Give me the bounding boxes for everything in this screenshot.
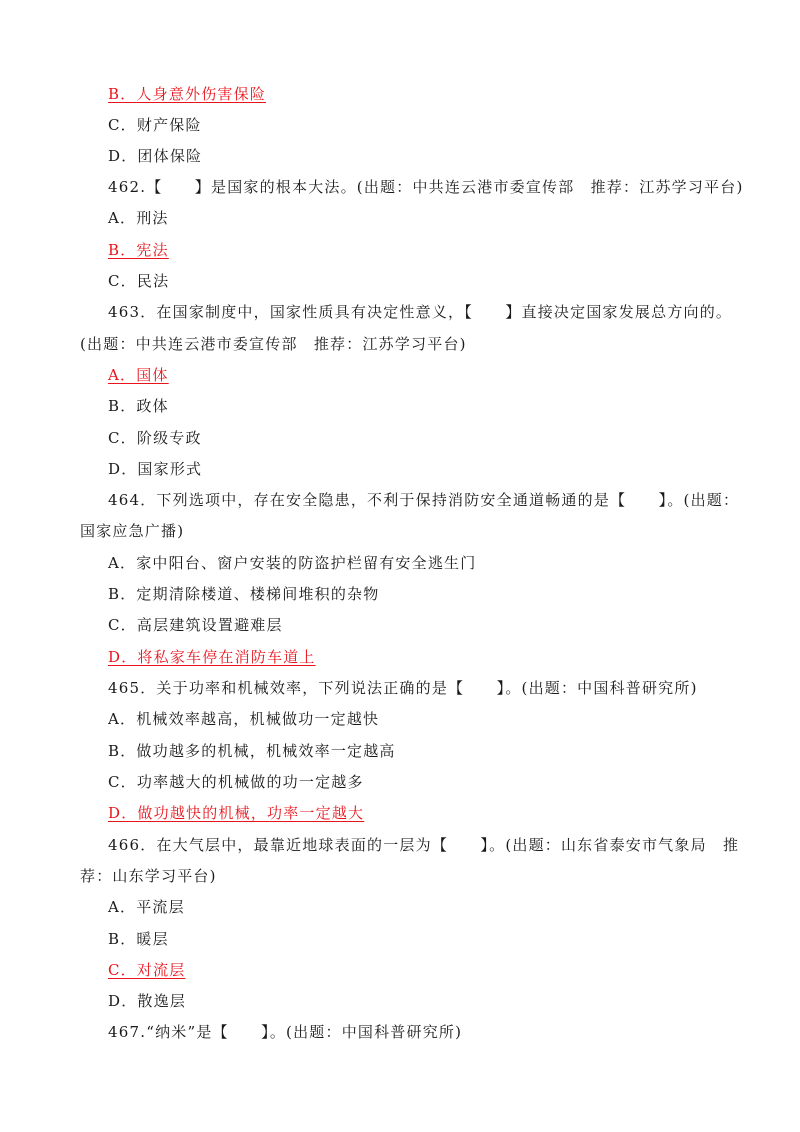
question-line: 国家应急广播) [80,522,185,540]
question-line: 荐：山东学习平台) [80,867,217,885]
option-line: C．阶级专政 [108,429,202,447]
option-line: A．刑法 [108,209,169,227]
option-line: B．做功越多的机械，机械效率一定越高 [108,742,396,760]
question-line: 466．在大气层中，最靠近地球表面的一层为【 】。(出题：山东省泰安市气象局 推 [108,836,740,854]
question-line: 463．在国家制度中，国家性质具有决定性意义，【 】直接决定国家发展总方向的。 [108,303,733,321]
question-line: 465．关于功率和机械效率，下列说法正确的是【 】。(出题：中国科普研究所) [108,679,698,697]
question-line: 467.“纳米”是【 】。(出题：中国科普研究所) [108,1023,463,1041]
option-line: D．国家形式 [108,460,203,478]
option-line: C．高层建筑设置避难层 [108,616,283,634]
question-line: 464．下列选项中，存在安全隐患，不利于保持消防安全通道畅通的是【 】。(出题： [108,491,740,509]
question-line: (出题：中共连云港市委宣传部 推荐：江苏学习平台) [80,335,467,353]
answer-line: D．做功越快的机械，功率一定越大 [108,804,365,822]
answer-line: D．将私家车停在消防车道上 [108,648,316,666]
option-line: A．家中阳台、窗户安装的防盗护栏留有安全逃生门 [108,554,477,572]
option-line: B．定期清除楼道、楼梯间堆积的杂物 [108,585,380,603]
answer-line: C．对流层 [108,961,186,979]
option-line: D．团体保险 [108,147,203,165]
question-line: 462.【 】是国家的根本大法。(出题：中共连云港市委宣传部 推荐：江苏学习平台) [108,178,744,196]
option-line: C．功率越大的机械做的功一定越多 [108,773,364,791]
option-line: A．机械效率越高，机械做功一定越快 [108,710,380,728]
option-line: A．平流层 [108,898,185,916]
option-line: B．暖层 [108,930,169,948]
option-line: B．政体 [108,397,169,415]
answer-line: B．宪法 [108,241,169,259]
answer-line: A．国体 [108,366,169,384]
option-line: C．财产保险 [108,116,202,134]
option-line: D．散逸层 [108,992,187,1010]
answer-line: B．人身意外伤害保险 [108,85,267,103]
option-line: C．民法 [108,272,170,290]
